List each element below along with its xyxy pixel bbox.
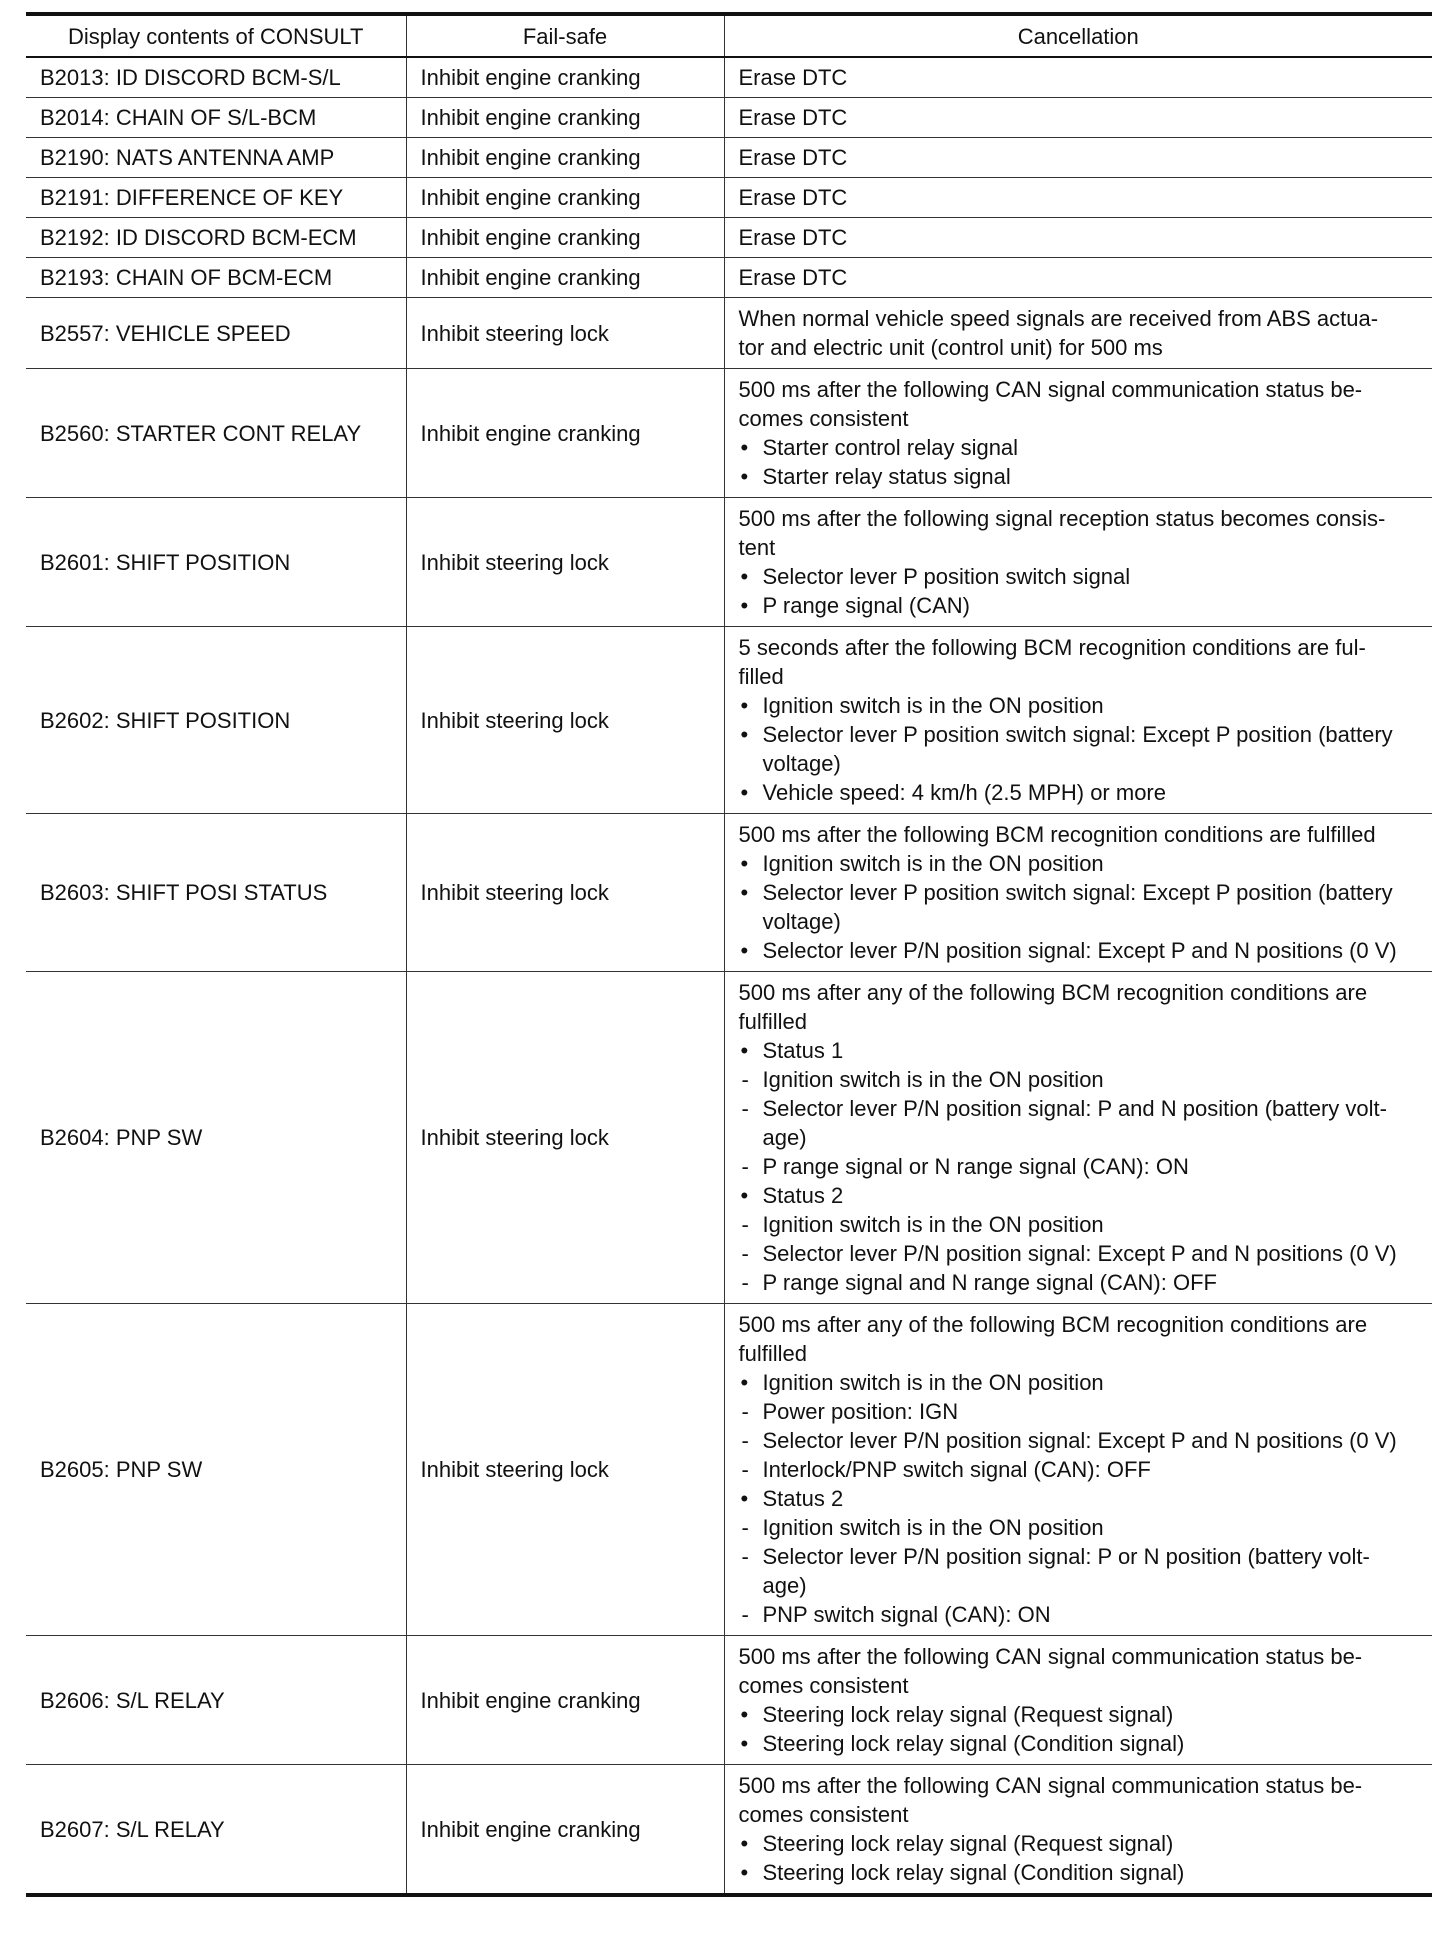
display-contents-cell: B2557: VEHICLE SPEED — [26, 298, 406, 369]
fail-safe-cell: Inhibit engine cranking — [406, 218, 724, 258]
display-contents-cell: B2603: SHIFT POSI STATUS — [26, 814, 406, 972]
cancellation-cell — [724, 369, 1432, 498]
cancellation-cell — [724, 627, 1432, 814]
fail-safe-cell: Inhibit steering lock — [406, 972, 724, 1304]
bullet-item: • Steering lock relay signal (Condition signal) — [739, 1858, 1419, 1887]
bullet-item: • Status 1 — [739, 1036, 1419, 1065]
text-line: 500 ms after the following BCM recognition conditions are fulfilled — [738, 822, 1376, 847]
text-line: fulfilled — [738, 1009, 807, 1034]
header-fail-safe: Fail-safe — [406, 14, 724, 57]
table-row — [26, 627, 1432, 814]
fail-safe-cell: Inhibit engine cranking — [406, 178, 724, 218]
bullet-item: • Selector lever P position switch signal: Except P position (battery — [739, 878, 1419, 907]
table-row — [26, 972, 1432, 1304]
bullet-item: • Steering lock relay signal (Request signal) — [739, 1829, 1419, 1858]
cancellation-cell — [724, 814, 1432, 972]
bullet-item: • Selector lever P/N position signal: Except P and N positions (0 V) — [739, 936, 1419, 965]
dash-item: - PNP switch signal (CAN): ON — [739, 1600, 1419, 1629]
display-contents-cell: B2014: CHAIN OF S/L-BCM — [26, 98, 406, 138]
table-row — [26, 258, 1432, 298]
display-contents-cell: B2190: NATS ANTENNA AMP — [26, 138, 406, 178]
bullet-item: • Selector lever P position switch signal: Except P position (battery — [739, 720, 1419, 749]
cancellation-cell — [724, 298, 1432, 369]
text-line: comes consistent — [738, 1673, 909, 1698]
display-contents-cell: B2013: ID DISCORD BCM-S/L — [26, 57, 406, 98]
fail-safe-cell: Inhibit steering lock — [406, 298, 724, 369]
table-row — [26, 298, 1432, 369]
bullet-item: • P range signal (CAN) — [739, 591, 1419, 620]
cancellation-cell — [724, 218, 1432, 258]
cancellation-cell — [724, 1636, 1432, 1765]
table-row — [26, 1765, 1432, 1896]
dash-item: - Ignition switch is in the ON position — [739, 1513, 1419, 1542]
dash-item: - Ignition switch is in the ON position — [739, 1065, 1419, 1094]
text-line: fulfilled — [738, 1341, 807, 1366]
text-line: voltage) — [762, 751, 841, 776]
table-row — [26, 498, 1432, 627]
cancellation-cell — [724, 1765, 1432, 1896]
table-row — [26, 1304, 1432, 1636]
dash-item: - Selector lever P/N position signal: P and N position (battery volt- — [739, 1094, 1419, 1123]
text-line: voltage) — [762, 909, 841, 934]
header-row — [26, 14, 1432, 57]
fail-safe-cell: Inhibit engine cranking — [406, 369, 724, 498]
bullet-item: • Steering lock relay signal (Condition signal) — [739, 1729, 1419, 1758]
dash-item: - Interlock/PNP switch signal (CAN): OFF — [739, 1455, 1419, 1484]
text-line: age) — [762, 1125, 807, 1150]
display-contents-cell: B2605: PNP SW — [26, 1304, 406, 1636]
display-contents-cell: B2191: DIFFERENCE OF KEY — [26, 178, 406, 218]
cancellation-cell — [724, 972, 1432, 1304]
header-display-contents: Display contents of CONSULT — [26, 14, 406, 57]
dash-item: - Selector lever P/N position signal: Except P and N positions (0 V) — [739, 1426, 1419, 1455]
dash-item: - Power position: IGN — [739, 1397, 1419, 1426]
cancellation-cell — [724, 498, 1432, 627]
bullet-item: • Ignition switch is in the ON position — [739, 849, 1419, 878]
dash-item: - Ignition switch is in the ON position — [739, 1210, 1419, 1239]
display-contents-cell: B2606: S/L RELAY — [26, 1636, 406, 1765]
text-line: 500 ms after the following CAN signal communication status be- — [738, 1773, 1363, 1798]
display-contents-cell: B2604: PNP SW — [26, 972, 406, 1304]
dash-item: - Selector lever P/N position signal: P or N position (battery volt- — [739, 1542, 1419, 1571]
table-row — [26, 57, 1432, 98]
display-contents-cell: B2192: ID DISCORD BCM-ECM — [26, 218, 406, 258]
text-line: tor and electric unit (control unit) for 500 ms — [738, 335, 1163, 360]
fail-safe-cell: Inhibit steering lock — [406, 498, 724, 627]
fail-safe-cell: Inhibit engine cranking — [406, 138, 724, 178]
text-line: tent — [738, 535, 776, 560]
display-contents-cell: B2601: SHIFT POSITION — [26, 498, 406, 627]
table-row — [26, 98, 1432, 138]
text-line: age) — [762, 1573, 807, 1598]
text-line: comes consistent — [738, 1802, 909, 1827]
fail-safe-cell: Inhibit steering lock — [406, 627, 724, 814]
display-contents-cell: B2607: S/L RELAY — [26, 1765, 406, 1896]
table-row — [26, 369, 1432, 498]
table-row — [26, 814, 1432, 972]
dash-item: - P range signal or N range signal (CAN): ON — [739, 1152, 1419, 1181]
header-cancellation: Cancellation — [724, 14, 1432, 57]
fail-safe-cell: Inhibit steering lock — [406, 814, 724, 972]
text-line: When normal vehicle speed signals are received from ABS actua- — [738, 306, 1379, 331]
bullet-item: • Ignition switch is in the ON position — [739, 691, 1419, 720]
dash-item: - Selector lever P/N position signal: Except P and N positions (0 V) — [739, 1239, 1419, 1268]
bullet-item: • Status 2 — [739, 1484, 1419, 1513]
text-line: Erase DTC — [738, 225, 848, 250]
text-line: Erase DTC — [738, 145, 848, 170]
table-body — [26, 57, 1432, 1895]
table-row — [26, 218, 1432, 258]
table-row — [26, 1636, 1432, 1765]
fail-safe-cell: Inhibit engine cranking — [406, 57, 724, 98]
cancellation-cell — [724, 57, 1432, 98]
fail-safe-cell: Inhibit steering lock — [406, 1304, 724, 1636]
cancellation-cell — [724, 258, 1432, 298]
text-line: Erase DTC — [738, 65, 848, 90]
cancellation-cell — [724, 98, 1432, 138]
text-line: 500 ms after any of the following BCM recognition conditions are — [738, 1312, 1368, 1337]
bullet-item: • Starter relay status signal — [739, 462, 1419, 491]
cancellation-cell — [724, 178, 1432, 218]
text-line: 500 ms after any of the following BCM recognition conditions are — [738, 980, 1368, 1005]
table-row — [26, 178, 1432, 218]
fail-safe-cell: Inhibit engine cranking — [406, 98, 724, 138]
fail-safe-cell: Inhibit engine cranking — [406, 1765, 724, 1896]
text-line: Erase DTC — [738, 265, 848, 290]
display-contents-cell: B2560: STARTER CONT RELAY — [26, 369, 406, 498]
fail-safe-table — [26, 12, 1432, 1897]
cancellation-cell — [724, 1304, 1432, 1636]
dash-item: - P range signal and N range signal (CAN): OFF — [739, 1268, 1419, 1297]
fail-safe-cell: Inhibit engine cranking — [406, 258, 724, 298]
text-line: 500 ms after the following signal reception status becomes consis- — [738, 506, 1386, 531]
bullet-item: • Selector lever P position switch signal — [739, 562, 1419, 591]
cancellation-cell — [724, 138, 1432, 178]
text-line: 500 ms after the following CAN signal communication status be- — [738, 1644, 1363, 1669]
text-line: comes consistent — [738, 406, 909, 431]
text-line: filled — [738, 664, 784, 689]
display-contents-cell: B2602: SHIFT POSITION — [26, 627, 406, 814]
text-line: Erase DTC — [738, 105, 848, 130]
text-line: 500 ms after the following CAN signal communication status be- — [738, 377, 1363, 402]
text-line: 5 seconds after the following BCM recognition conditions are ful- — [738, 635, 1366, 660]
display-contents-cell: B2193: CHAIN OF BCM-ECM — [26, 258, 406, 298]
table-row — [26, 138, 1432, 178]
bullet-item: • Vehicle speed: 4 km/h (2.5 MPH) or more — [739, 778, 1419, 807]
bullet-item: • Ignition switch is in the ON position — [739, 1368, 1419, 1397]
bullet-item: • Status 2 — [739, 1181, 1419, 1210]
text-line: Erase DTC — [738, 185, 848, 210]
bullet-item: • Steering lock relay signal (Request signal) — [739, 1700, 1419, 1729]
fail-safe-cell: Inhibit engine cranking — [406, 1636, 724, 1765]
bullet-item: • Starter control relay signal — [739, 433, 1419, 462]
